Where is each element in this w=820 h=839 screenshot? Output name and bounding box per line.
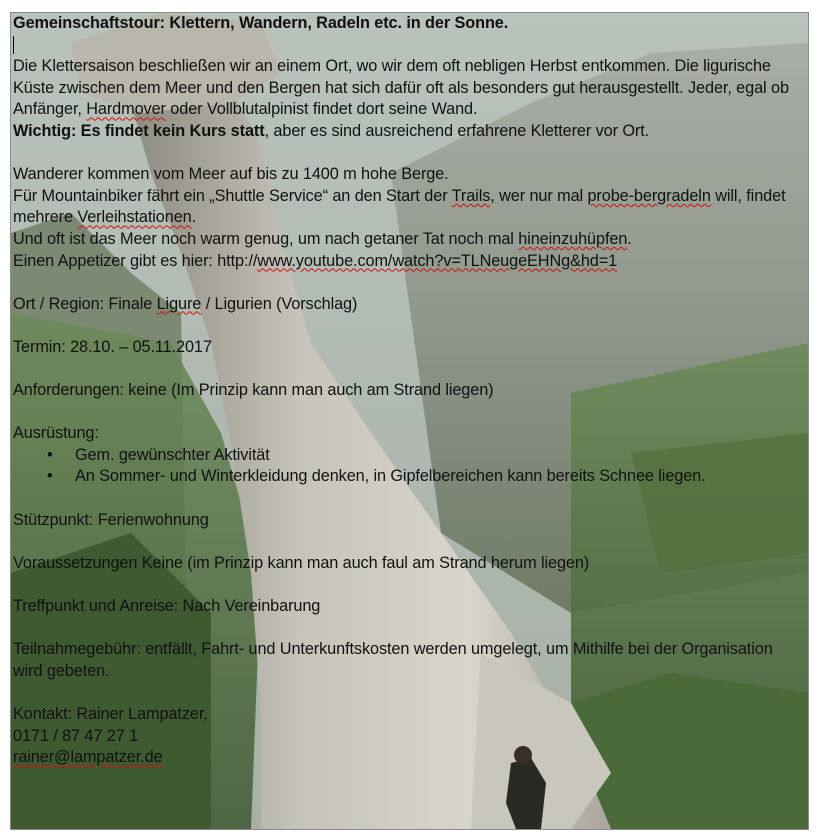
- sea-line: [13, 229, 803, 251]
- ausruestung-list: [13, 445, 803, 488]
- important-rest: , aber es sind ausreichend erfahrene Kletterer vor Ort.: [264, 121, 650, 140]
- intro-text-b: oder Vollblutalpinist findet dort seine Wand.: [165, 100, 478, 119]
- spelling-flag-ligure: Ligure: [156, 294, 202, 313]
- appetizer-text: Einen Appetizer gibt es hier: http://: [13, 251, 258, 270]
- region-text-b: / Ligurien (Vorschlag): [201, 294, 358, 313]
- empty-line: [13, 402, 803, 424]
- treffpunkt-line: Treffpunkt und Anreise: Nach Vereinbarung: [13, 597, 321, 616]
- bikers-text-d: .: [191, 208, 197, 227]
- bikers-text-c: will, findet mehrere: [13, 186, 786, 227]
- text-cursor: [13, 36, 14, 54]
- empty-line: [13, 272, 803, 294]
- bullet-icon: •: [47, 445, 53, 464]
- termin-line: Termin: 28.10. – 05.11.2017: [13, 337, 212, 356]
- list-item: [13, 445, 803, 467]
- sea-text-b: .: [627, 229, 632, 248]
- bikers-text-b: , wer nur mal: [490, 186, 588, 205]
- empty-line: [13, 488, 803, 510]
- kontakt-name: Kontakt: Rainer Lampatzer,: [13, 705, 208, 723]
- list-item-text: An Sommer- und Winterkleidung denken, in Gipfelbereichen kann bereits Schnee liegen.: [75, 467, 706, 486]
- region-line: [13, 294, 803, 316]
- spelling-flag-probe: probe-bergradeln: [587, 186, 711, 205]
- empty-line: [13, 531, 803, 553]
- empty-line: [13, 618, 803, 640]
- appetizer-link[interactable]: www.youtube.com/watch?v=TLNeugeEHNg&hd=1: [257, 251, 618, 270]
- stuetzpunkt-line: Stützpunkt: Ferienwohnung: [13, 510, 209, 529]
- kontakt-phone: 0171 / 87 47 27 1: [13, 726, 139, 745]
- document-text: [13, 13, 803, 769]
- empty-line: [13, 574, 803, 596]
- important-bold: Wichtig: Es findet kein Kurs statt: [13, 121, 265, 140]
- bullet-icon: •: [47, 467, 53, 486]
- document-page: [10, 12, 809, 830]
- voraussetzungen-line: Voraussetzungen Keine (im Prinzip kann man auch faul am Strand herum liegen): [13, 553, 590, 572]
- hikers-line: Wanderer kommen vom Meer auf bis zu 1400 m hohe Berge.: [13, 165, 449, 184]
- list-item-text: Gem. gewünschter Aktivität: [75, 445, 270, 464]
- region-text-a: Ort / Region: Finale: [13, 294, 157, 313]
- spelling-flag-verleih: Verleihstationen: [77, 208, 192, 227]
- empty-line: [13, 359, 803, 381]
- spelling-flag-trails: Trails: [451, 186, 491, 205]
- email-link[interactable]: rainer@lampatzer.de: [13, 748, 163, 767]
- list-item: [13, 466, 803, 488]
- bikers-text-a: Für Mountainbiker fährt ein „Shuttle Service“ an den Start der: [13, 186, 452, 205]
- empty-line: [13, 682, 803, 704]
- appetizer-line: [13, 251, 803, 273]
- empty-line: [13, 143, 803, 165]
- kontakt-email: [13, 747, 803, 769]
- ausruestung-heading: Ausrüstung:: [13, 424, 99, 443]
- document-title: Gemeinschaftstour: Klettern, Wandern, Radeln etc. in der Sonne.: [13, 14, 509, 32]
- intro-text-a: Die Klettersaison beschließen wir an einem Ort, wo wir dem oft nebligen Herbst entkommen. Die ligurische Küste zwischen dem Meer und den Bergen hat sich dafür oft als besonders gut herausgestellt. Jeder, egal ob Anfänger,: [13, 57, 789, 119]
- anforderungen-line: Anforderungen: keine (Im Prinzip kann man auch am Strand liegen): [13, 381, 494, 400]
- empty-line: [13, 315, 803, 337]
- important-paragraph: [13, 121, 803, 143]
- intro-paragraph: [13, 56, 803, 121]
- sea-text-a: Und oft ist das Meer noch warm genug, um nach getaner Tat noch mal: [13, 229, 519, 248]
- spelling-flag-hinein: hineinzuhüpfen: [518, 229, 628, 248]
- gebuehr-paragraph: Teilnahmegebühr: entfällt, Fahrt- und Unterkunftskosten werden umgelegt, um Mithilfe bei der Organisation wird gebeten.: [13, 640, 773, 680]
- bikers-paragraph: [13, 186, 803, 229]
- spelling-flag-hardmover: Hardmover: [86, 100, 166, 119]
- text-cursor-line: [13, 35, 803, 57]
